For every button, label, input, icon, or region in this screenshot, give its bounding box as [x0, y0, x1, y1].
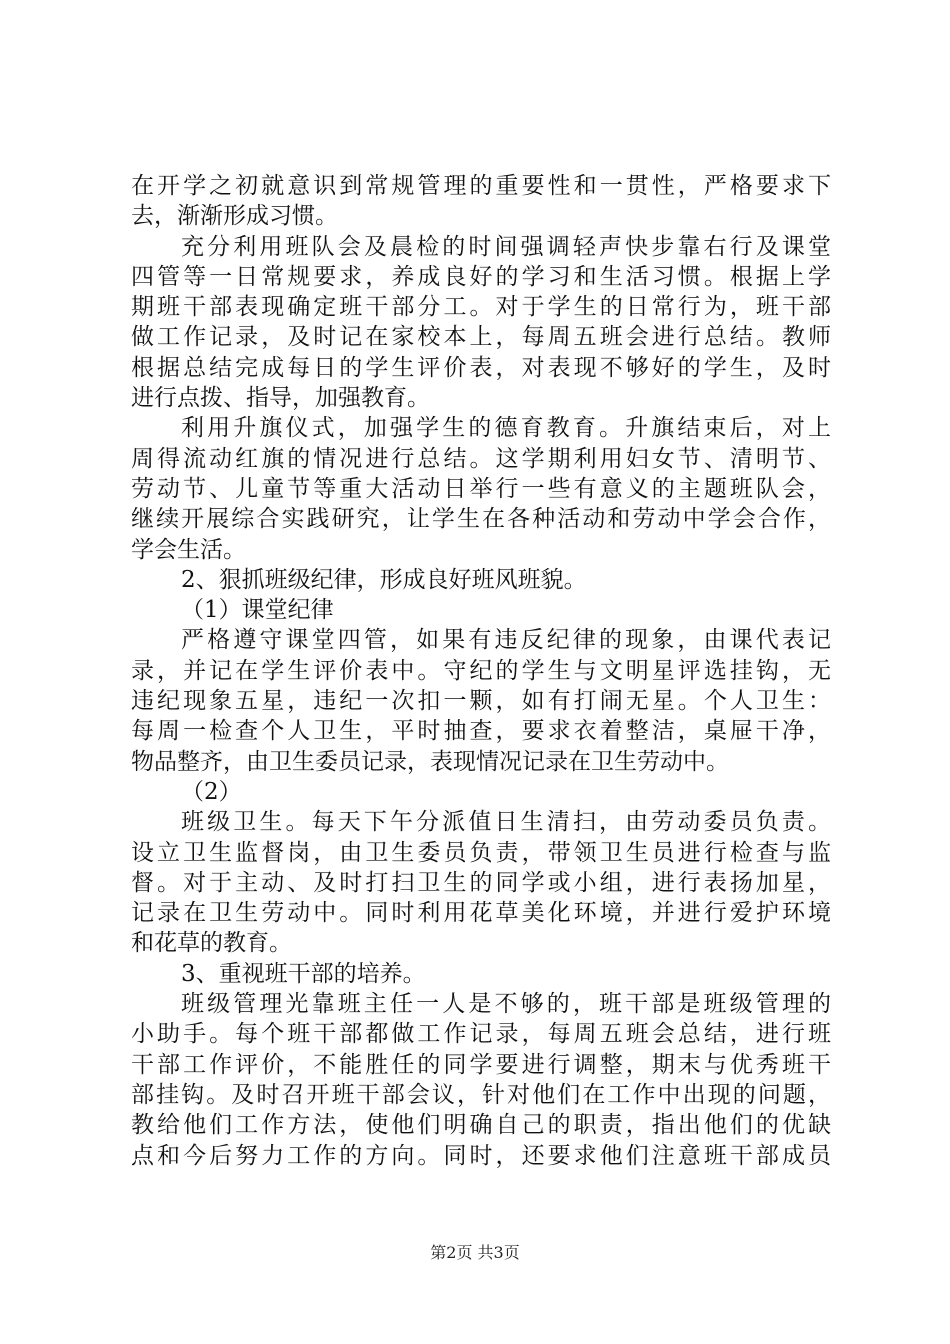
text-line: 教给他们工作方法，使他们明确自己的职责，指出他们的优缺 — [131, 1112, 831, 1139]
text-line: 2、狠抓班级纪律，形成良好班风班貌。 — [181, 566, 587, 593]
text-line: 在开学之初就意识到常规管理的重要性和一贯性，严格要求下 — [131, 173, 831, 199]
text-line: 小助手。每个班干部都做工作记录，每周五班会总结，进行班 — [131, 1021, 831, 1048]
text-line: （1）课堂纪律 — [181, 597, 334, 624]
text-line: 干部工作评价，不能胜任的同学要进行调整，期末与优秀班干 — [131, 1051, 831, 1078]
text-line: 根据总结完成每日的学生评价表，对表现不够好的学生，及时 — [131, 354, 831, 381]
text-line: 利用升旗仪式，加强学生的德育教育。升旗结束后，对上 — [181, 415, 831, 442]
text-line: 劳动节、儿童节等重大活动日举行一些有意义的主题班队会， — [131, 475, 831, 502]
text-line: 点和今后努力工作的方向。同时，还要求他们注意班干部成员 — [131, 1142, 831, 1169]
text-line: 充分利用班队会及晨检的时间强调轻声快步靠右行及课堂 — [181, 233, 831, 260]
text-line: 和花草的教育。 — [131, 930, 292, 957]
text-line: 学会生活。 — [131, 536, 246, 563]
text-line: 严格遵守课堂四管，如果有违反纪律的现象，由课代表记 — [181, 627, 831, 654]
text-line: 期班干部表现确定班干部分工。对于学生的日常行为，班干部 — [131, 294, 831, 321]
text-line: 记录在卫生劳动中。同时利用花草美化环境，并进行爱护环境 — [131, 900, 831, 927]
text-line: 做工作记录，及时记在家校本上，每周五班会进行总结。教师 — [131, 324, 831, 351]
text-line: 继续开展综合实践研究，让学生在各种活动和劳动中学会合作， — [131, 506, 831, 533]
text-line: 物品整齐，由卫生委员记录，表现情况记录在卫生劳动中。 — [131, 748, 729, 775]
text-line: （2） — [181, 778, 242, 805]
page-number-label: 第2页 共3页 — [430, 1243, 520, 1262]
text-line: 部挂钩。及时召开班干部会议，针对他们在工作中出现的问题， — [131, 1081, 831, 1108]
text-line: 进行点拨、指导，加强教育。 — [131, 385, 430, 412]
text-line: 班级卫生。每天下午分派值日生清扫，由劳动委员负责。 — [181, 809, 831, 836]
text-line: 设立卫生监督岗，由卫生委员负责，带领卫生员进行检查与监 — [131, 839, 831, 866]
text-line: 四管等一日常规要求，养成良好的学习和生活习惯。根据上学 — [131, 263, 831, 290]
text-line: 督。对于主动、及时打扫卫生的同学或小组，进行表扬加星， — [131, 869, 831, 896]
text-line: 去，渐渐形成习惯。 — [131, 203, 338, 230]
text-line: 录，并记在学生评价表中。守纪的学生与文明星评选挂钩，无 — [131, 657, 831, 684]
text-line: 3、重视班干部的培养。 — [181, 960, 426, 987]
text-line: 违纪现象五星，违纪一次扣一颗，如有打闹无星。个人卫生： — [131, 688, 831, 715]
page-footer — [0, 1240, 950, 1263]
document-body — [131, 171, 831, 1171]
text-line: 班级管理光靠班主任一人是不够的，班干部是班级管理的 — [181, 991, 831, 1018]
text-line: 周得流动红旗的情况进行总结。这学期利用妇女节、清明节、 — [131, 445, 831, 472]
text-line: 每周一检查个人卫生，平时抽查，要求衣着整洁，桌屉干净， — [131, 718, 831, 745]
